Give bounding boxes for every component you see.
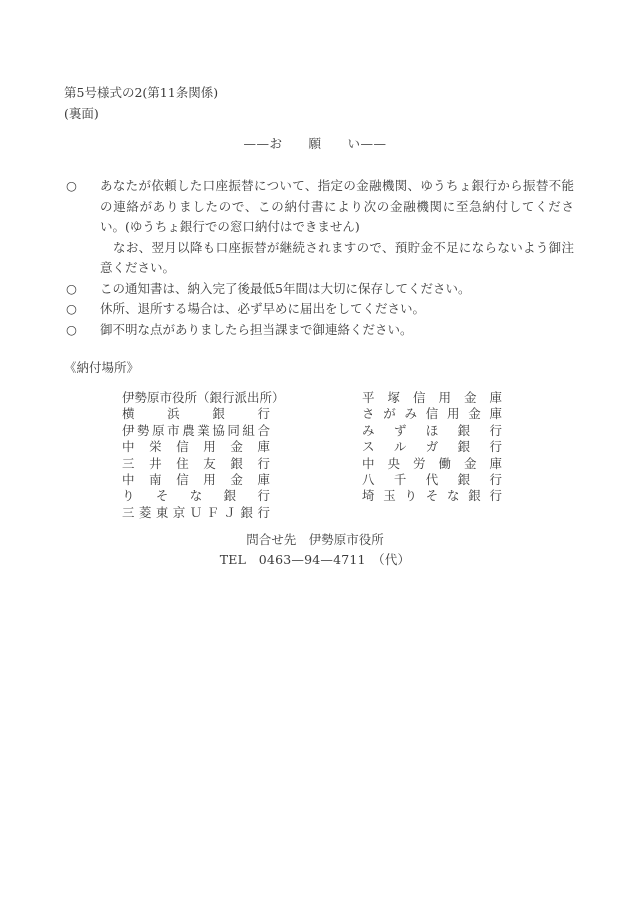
notice-text: 休所、退所する場合は、必ず早めに届出をしてください。 (100, 301, 426, 316)
bank-name: みずほ銀行 (362, 422, 502, 438)
bank-list-left (122, 390, 285, 521)
bank-name: 平塚信用金庫 (362, 390, 502, 405)
notice-text: 御不明な点がありましたら担当課まで御連絡ください。 (100, 321, 413, 337)
bank-name: 中南信用金庫 (122, 471, 270, 487)
bank-name: スルガ銀行 (362, 439, 502, 455)
bullet-circle-icon: ○ (66, 178, 77, 193)
contact-block (0, 530, 630, 570)
bank-name: りそな銀行 (122, 488, 270, 504)
form-number-heading: 第5号様式の2(第11条関係) (64, 85, 219, 100)
bank-list-right (362, 390, 502, 505)
notice-sub-text: なお、翌月以降も口座振替が継続されますので、預貯金不足にならないよう御注意ください。 (100, 239, 574, 275)
contact-office: 問合せ先 伊勢原市役所 (246, 532, 384, 547)
bank-name: 横浜銀行 (122, 406, 270, 422)
bank-name: 三井住友銀行 (122, 455, 270, 471)
bank-name: 埼玉りそな銀行 (362, 488, 502, 504)
notice-item (64, 176, 574, 238)
page-side-label: (裏面) (64, 106, 99, 121)
bank-name: 八千代銀行 (362, 471, 502, 487)
bullet-circle-icon: ○ (66, 321, 77, 337)
request-banner-title: ——お 願 い—— (243, 136, 387, 151)
bank-name: 伊勢原市農業協同組合 (122, 422, 270, 438)
notice-text: この通知書は、納入完了後最低5年間は大切に保存してください。 (100, 280, 471, 296)
bank-name: 中栄信用金庫 (122, 439, 270, 455)
bank-name: 伊勢原市役所（銀行派出所） (122, 390, 285, 405)
payment-places-heading: 《納付場所》 (64, 360, 140, 375)
bank-name: 中央労働金庫 (362, 455, 502, 471)
bullet-circle-icon: ○ (66, 301, 77, 316)
notice-item (64, 299, 574, 320)
payment-places-columns (0, 390, 630, 520)
contact-phone: TEL 0463—94—4711 （代） (219, 552, 411, 567)
bank-name: さがみ信用金庫 (362, 406, 502, 422)
notice-list (64, 176, 574, 340)
bank-name: 三菱東京ＵＦＪ銀行 (122, 504, 270, 520)
bullet-circle-icon: ○ (66, 280, 77, 296)
notice-text: あなたが依頼した口座振替について、指定の金融機関、ゆうちょ銀行から振替不能の連絡がありましたので、この納付書により次の金融機関に至急納付してください。(ゆうちょ銀行での窓口納付はできません) (100, 178, 574, 234)
notice-item (64, 279, 574, 300)
notice-item (64, 320, 574, 341)
